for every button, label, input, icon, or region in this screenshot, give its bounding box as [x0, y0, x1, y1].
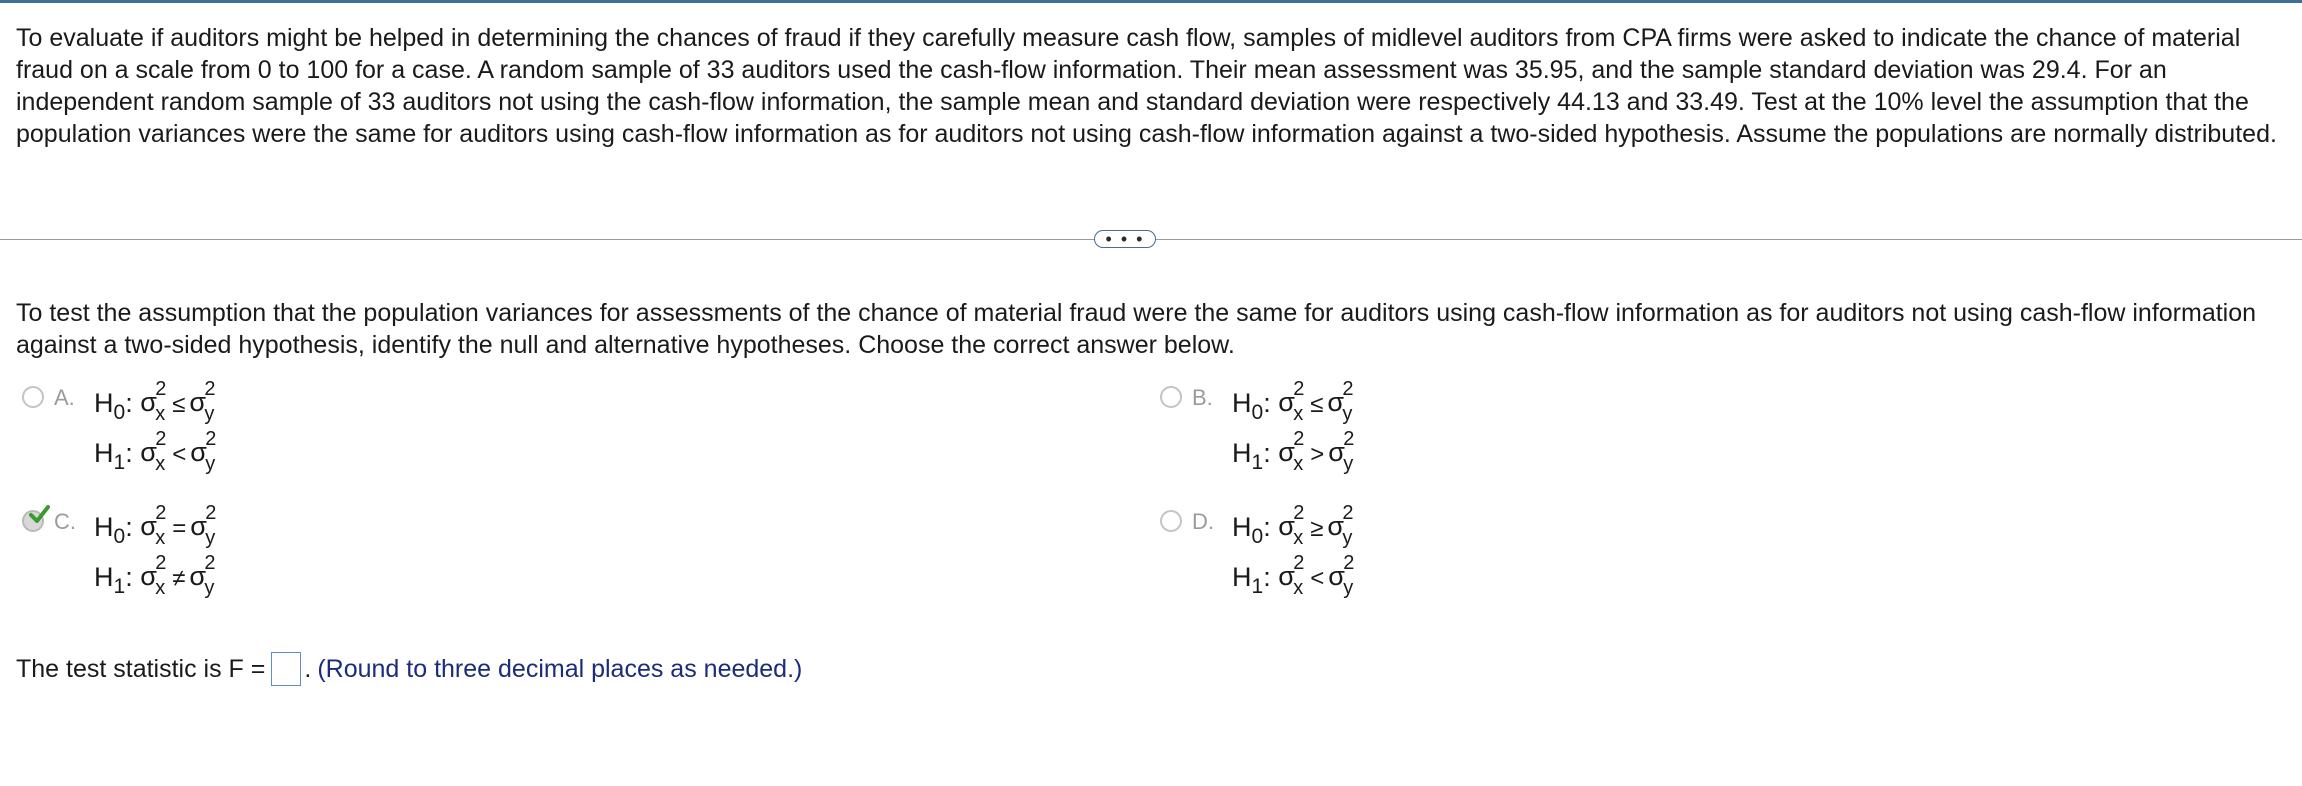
- option-c-letter: C.: [54, 509, 76, 534]
- option-d-hypotheses: [1232, 502, 1360, 608]
- null-hypothesis: $H_0$: σ 2 x ≥ σ 2 y: [1232, 502, 1354, 549]
- option-b-hypotheses: [1232, 378, 1360, 484]
- alternative-hypothesis: $H_1$: σ 2 x > σ 2 y: [1232, 428, 1355, 475]
- alternative-hypothesis: $H_1$: σ 2 x ≠ σ 2 y: [94, 552, 216, 599]
- option-a-hypotheses: [94, 378, 222, 484]
- option-a-radio[interactable]: [22, 386, 44, 408]
- answer-line: [16, 652, 802, 686]
- rounding-note: (Round to three decimal places as needed.): [317, 655, 803, 683]
- problem-statement: To evaluate if auditors might be helped in determining the chances of fraud if they carefully measure cash flow, samples of midlevel auditors from CPA firms were asked to indicate the chance of material fraud on a scale from 0 to 100 for a case. A random sample of 33 auditors used the cash-flow information. Their mean assessment was 35.95, and the sample standard deviation was 29.4. For an independent random sample of 33 auditors not using the cash-flow information, the sample mean and standard deviation were respectively 44.13 and 33.49. Test at the 10% level the assumption that the population variances were the same for auditors using cash-flow information as for auditors not using cash-flow information against a two-sided hypothesis. Assume the populations are normally distributed.: [16, 24, 2277, 148]
- option-a[interactable]: [22, 378, 222, 484]
- option-b-radio[interactable]: [1160, 386, 1182, 408]
- option-d-letter: D.: [1192, 509, 1214, 534]
- f-statistic-input[interactable]: [271, 652, 301, 686]
- alternative-hypothesis: $H_1$: σ 2 x < σ 2 y: [1232, 552, 1355, 599]
- answer-suffix: .: [304, 655, 312, 683]
- expand-more-button[interactable]: • • •: [1094, 230, 1156, 248]
- null-hypothesis: $H_0$: σ 2 x ≤ σ 2 y: [94, 378, 216, 425]
- option-a-letter: A.: [54, 385, 75, 410]
- null-hypothesis: $H_0$: σ 2 x = σ 2 y: [94, 502, 217, 549]
- option-b[interactable]: [1160, 378, 1360, 484]
- question-prompt: To test the assumption that the population variances for assessments of the chance of material fraud were the same for auditors using cash-flow information as for auditors not using cash-flow information against a two-sided hypothesis, identify the null and alternative hypotheses. Choose the correct answer below.: [16, 299, 2257, 359]
- option-d[interactable]: [1160, 502, 1360, 608]
- answer-prefix: The test statistic is F =: [16, 655, 266, 683]
- option-c[interactable]: [22, 502, 222, 608]
- top-accent-strip: [0, 0, 2302, 3]
- option-d-radio[interactable]: [1160, 510, 1182, 532]
- option-c-hypotheses: [94, 502, 222, 608]
- option-c-radio[interactable]: [22, 510, 44, 532]
- alternative-hypothesis: $H_1$: σ 2 x < σ 2 y: [94, 428, 217, 475]
- checkmark-icon: [28, 504, 50, 526]
- option-b-letter: B.: [1192, 385, 1213, 410]
- null-hypothesis: $H_0$: σ 2 x ≤ σ 2 y: [1232, 378, 1354, 425]
